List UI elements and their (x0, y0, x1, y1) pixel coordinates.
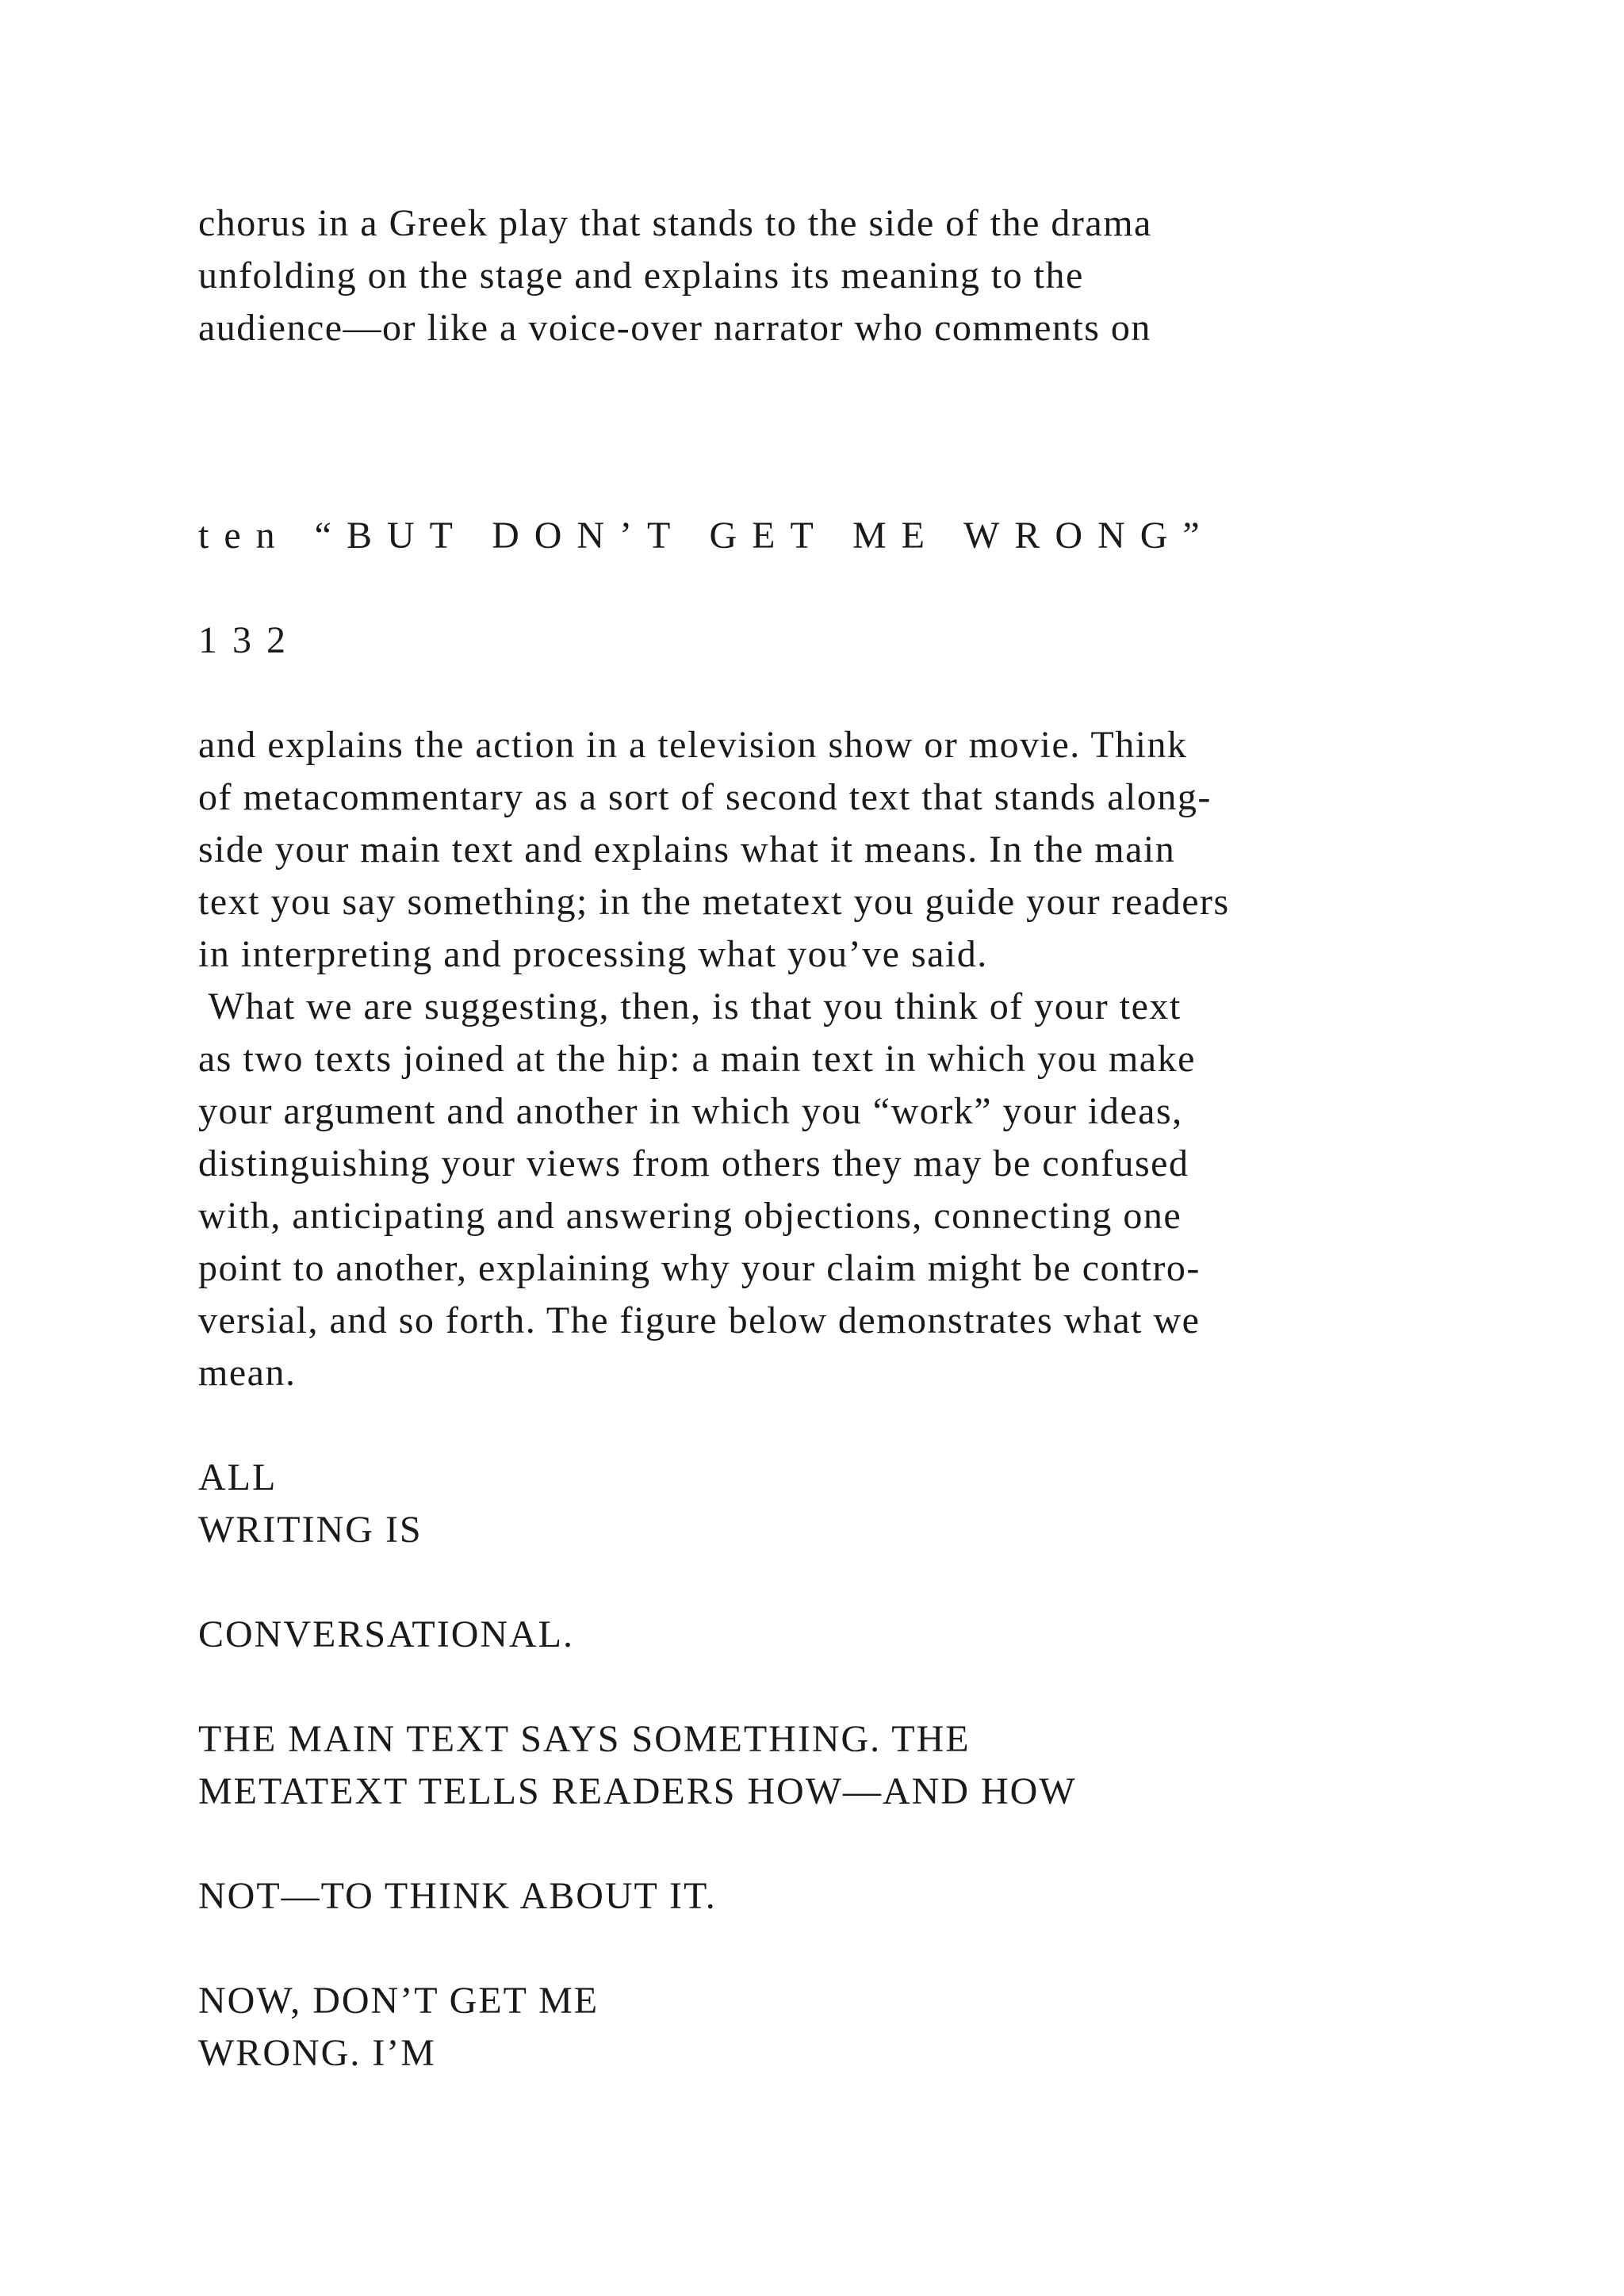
text-line: mean. (198, 1352, 297, 1394)
text-line: distinguishing your views from others they may be confused (198, 1142, 1189, 1184)
text-line: side your main text and explains what it means. In the main (198, 828, 1176, 871)
figure-text-line: NOT—TO THINK ABOUT IT. (198, 1875, 717, 1917)
text-line: text you say something; in the metatext you guide your readers (198, 881, 1230, 923)
running-header: ten “BUT DON’T GET ME WRONG” (198, 515, 1215, 557)
text-line: What we are suggesting, then, is that you think of your text (198, 985, 1182, 1027)
figure-text-line: CONVERSATIONAL. (198, 1613, 574, 1655)
text-line: versial, and so forth. The figure below demonstrates what we (198, 1299, 1201, 1341)
text-line: as two texts joined at the hip: a main text in which you make (198, 1038, 1196, 1080)
figure-text-line: WRONG. I’M (198, 2032, 436, 2074)
text-line: in interpreting and processing what you’ve said. (198, 933, 988, 975)
text-line: of metacommentary as a sort of second text that stands along- (198, 776, 1212, 818)
page-number: 132 (198, 619, 301, 661)
text-line: with, anticipating and answering objections, connecting one (198, 1195, 1182, 1237)
figure-text-line: WRITING IS (198, 1509, 423, 1551)
figure-text-line: NOW, DON’T GET ME (198, 1980, 599, 2022)
text-line: chorus in a Greek play that stands to the side of the drama (198, 202, 1152, 244)
text-line: unfolding on the stage and explains its meaning to the (198, 254, 1084, 297)
figure-text-line: METATEXT TELLS READERS HOW—AND HOW (198, 1770, 1077, 1812)
text-line: and explains the action in a television show or movie. Think (198, 724, 1188, 766)
figure-text-line: ALL (198, 1456, 278, 1498)
text-line: your argument and another in which you “work” your ideas, (198, 1090, 1183, 1132)
figure-text-line: THE MAIN TEXT SAYS SOMETHING. THE (198, 1718, 971, 1760)
text-line: point to another, explaining why your claim might be contro- (198, 1247, 1201, 1289)
text-line: audience—or like a voice-over narrator who comments on (198, 307, 1151, 349)
